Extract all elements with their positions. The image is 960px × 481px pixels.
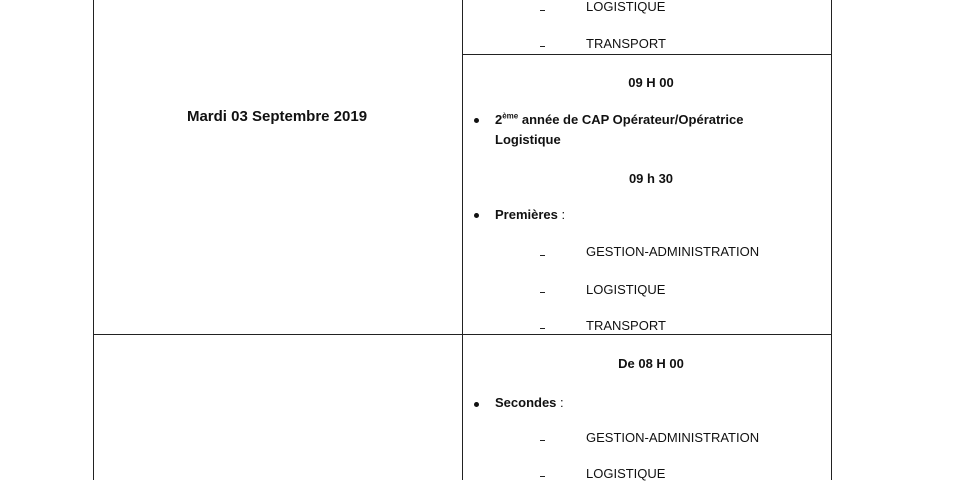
list-item: LOGISTIQUE [586, 0, 666, 14]
group-heading: Secondes : [495, 395, 564, 410]
cap-line-2: Logistique [495, 132, 561, 147]
dash-marker [540, 328, 545, 329]
bullet-icon [474, 213, 479, 218]
cap-line-1: 2ème année de CAP Opérateur/Opératrice [495, 111, 744, 127]
row-date: Mardi 03 Septembre 2019 [186, 108, 368, 125]
cell-divider-top [462, 54, 832, 55]
dash-marker [540, 46, 545, 47]
dash-marker [540, 255, 545, 256]
time-label: 09 H 00 [628, 75, 674, 90]
table-left-border [93, 0, 94, 480]
list-item: GESTION-ADMINISTRATION [586, 244, 760, 259]
dash-marker [540, 10, 545, 11]
table-middle-border [462, 0, 463, 480]
bullet-icon [474, 402, 479, 407]
list-item: TRANSPORT [586, 318, 666, 333]
time-label: 09 h 30 [628, 171, 674, 186]
list-item: GESTION-ADMINISTRATION [586, 430, 760, 445]
list-item: LOGISTIQUE [586, 466, 666, 481]
group-heading: Premières : [495, 207, 566, 222]
dash-marker [540, 440, 545, 441]
bullet-icon [474, 118, 479, 123]
list-item: LOGISTIQUE [586, 282, 666, 297]
table-right-border [831, 0, 832, 480]
dash-marker [540, 292, 545, 293]
list-item: TRANSPORT [586, 36, 666, 51]
dash-marker [540, 476, 545, 477]
row-divider [93, 334, 832, 335]
time-label: De 08 H 00 [618, 356, 684, 371]
